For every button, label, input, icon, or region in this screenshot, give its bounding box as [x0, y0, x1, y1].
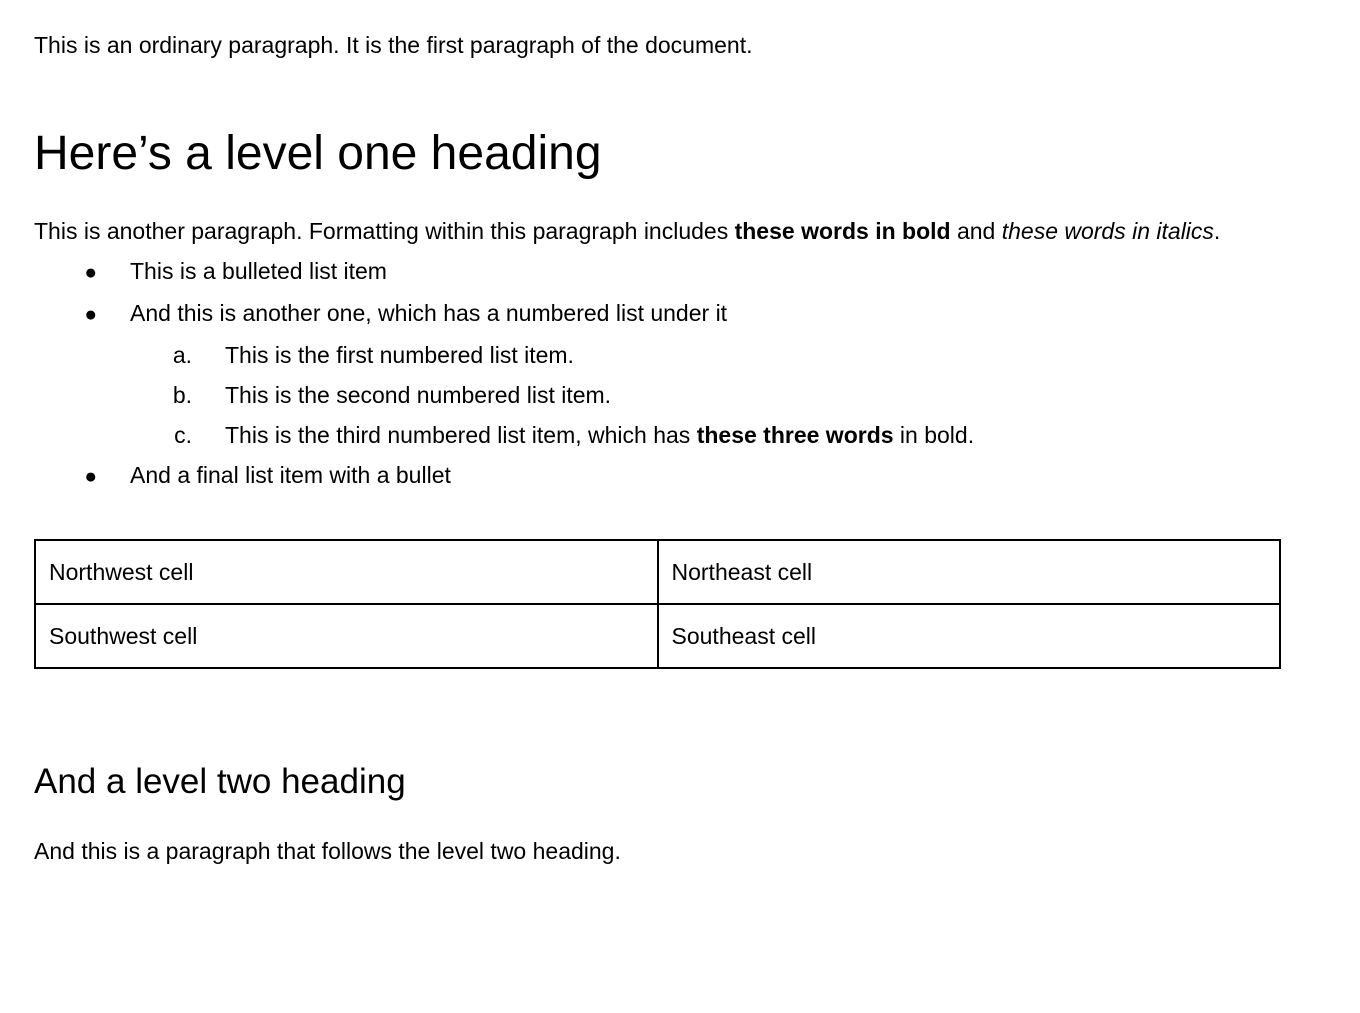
- level-one-heading: Here’s a level one heading: [34, 127, 602, 180]
- numbered-marker-b: b.: [172, 382, 192, 408]
- table-cell-southwest: Southwest cell: [35, 604, 658, 668]
- level-two-heading: And a level two heading: [34, 762, 406, 801]
- item-c-segment-normal-1: This is the third numbered list item, which has: [225, 422, 697, 448]
- bullet-list: [34, 251, 1281, 497]
- numbered-list-item: [34, 415, 1281, 455]
- bullet-item-2-text: And this is another one, which has a numbered list under it: [130, 300, 728, 326]
- item-c-segment-normal-2: in bold.: [893, 422, 975, 448]
- bullet-icon: ●: [84, 261, 97, 284]
- document-page: [34, 25, 1281, 871]
- table-row: [35, 604, 1280, 668]
- first-paragraph: This is an ordinary paragraph. It is the first paragraph of the document.: [34, 32, 753, 58]
- two-by-two-table: [34, 539, 1281, 669]
- bullet-icon: ●: [84, 303, 97, 326]
- paragraph2-segment-normal-2: and: [950, 218, 1002, 244]
- closing-paragraph: And this is a paragraph that follows the level two heading.: [34, 838, 621, 864]
- numbered-marker-a: a.: [172, 342, 192, 368]
- paragraph2-segment-normal-1: This is another paragraph. Formatting within this paragraph includes: [34, 218, 735, 244]
- item-c-segment-bold: these three words: [696, 422, 894, 448]
- bullet-icon: ●: [84, 465, 97, 488]
- numbered-item-b-text: This is the second numbered list item.: [225, 382, 612, 408]
- bullet-list-item: [34, 293, 1281, 335]
- numbered-list-item: [34, 375, 1281, 415]
- paragraph2-segment-period: .: [1213, 218, 1221, 244]
- numbered-item-a-text: This is the first numbered list item.: [225, 342, 574, 368]
- paragraph2-segment-bold: these words in bold: [734, 218, 951, 244]
- bullet-list-item: [34, 455, 1281, 497]
- numbered-list-item: [34, 335, 1281, 375]
- second-paragraph: [34, 211, 1281, 251]
- bullet-item-3-text: And a final list item with a bullet: [130, 462, 451, 488]
- bullet-item-1-text: This is a bulleted list item: [130, 258, 387, 284]
- paragraph2-segment-italic: these words in italics: [1001, 218, 1214, 244]
- table-cell-northeast: Northeast cell: [658, 540, 1281, 604]
- numbered-item-c-text: [225, 415, 1281, 455]
- bullet-list-item: [34, 251, 1281, 293]
- table-row: [35, 540, 1280, 604]
- table-cell-northwest: Northwest cell: [35, 540, 658, 604]
- table-cell-southeast: Southeast cell: [658, 604, 1281, 668]
- numbered-marker-c: c.: [174, 422, 192, 448]
